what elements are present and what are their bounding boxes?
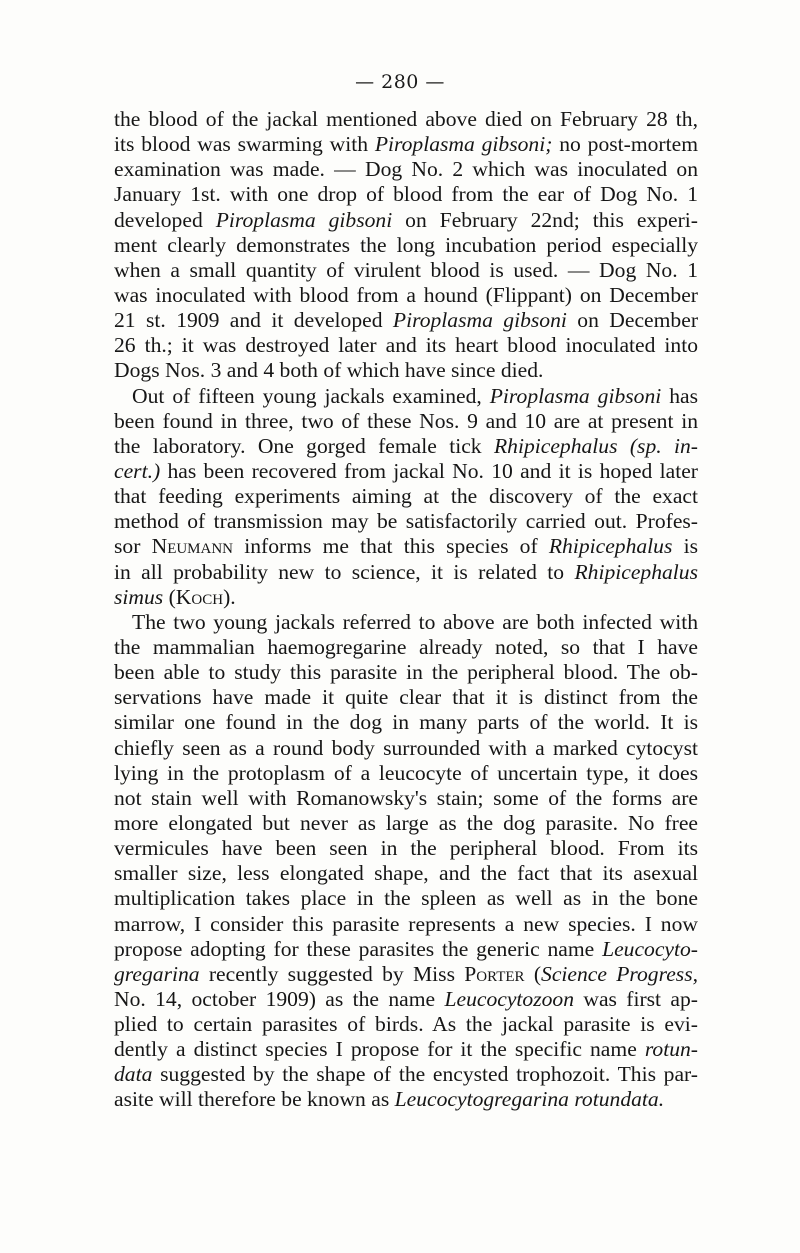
text-line: January 1st. with one drop of blood from the ear of Dog No. 1 xyxy=(114,182,698,207)
body-text xyxy=(114,107,698,1113)
text-line: multiplication takes place in the spleen as well as in the bone xyxy=(114,886,698,911)
text-line: 26 th.; it was destroyed later and its heart blood inoculated into xyxy=(114,333,698,358)
text-line: sor Neumann informs me that this species of Rhipicephalus is xyxy=(114,534,698,559)
text-line: dently a distinct species I propose for it the specific name rotun- xyxy=(114,1037,698,1062)
text-line: vermicules have been seen in the peripheral blood. From its xyxy=(114,836,698,861)
text-line: lying in the protoplasm of a leucocyte of uncertain type, it does xyxy=(114,760,698,785)
text-line: been able to study this parasite in the peripheral blood. The ob- xyxy=(114,660,698,685)
text-line: propose adopting for these parasites the generic name Leucocyto- xyxy=(114,936,698,961)
text-line: plied to certain parasites of birds. As the jackal parasite is evi- xyxy=(114,1012,698,1037)
text-line: servations have made it quite clear that it is distinct from the xyxy=(114,685,698,710)
text-line: not stain well with Romanowsky's stain; some of the forms are xyxy=(114,785,698,810)
text-line: been found in three, two of these Nos. 9 and 10 are at present in xyxy=(114,408,698,433)
text-line: in all probability new to science, it is related to Rhipicephalus xyxy=(114,559,698,584)
text-line: more elongated but never as large as the dog parasite. No free xyxy=(114,810,698,835)
text-line: gregarina recently suggested by Miss Porter (Science Progress, xyxy=(114,961,698,986)
text-line: marrow, I consider this parasite represents a new species. I now xyxy=(114,911,698,936)
text-line: the laboratory. One gorged female tick Rhipicephalus (sp. in- xyxy=(114,433,698,458)
text-line: ment clearly demonstrates the long incubation period especially xyxy=(114,232,698,257)
text-line: was inoculated with blood from a hound (Flippant) on December xyxy=(114,282,698,307)
text-line: No. 14, october 1909) as the name Leucocytozoon was first ap- xyxy=(114,986,698,1011)
text-line: similar one found in the dog in many parts of the world. It is xyxy=(114,710,698,735)
text-line: the blood of the jackal mentioned above died on February 28 th, xyxy=(114,107,698,131)
text-line: its blood was swarming with Piroplasma gibsoni; no post-mortem xyxy=(114,132,698,157)
text-line: that feeding experiments aiming at the discovery of the exact xyxy=(114,484,698,509)
text-line: asite will therefore be known as Leucocytogregarina rotundata. xyxy=(114,1087,665,1112)
text-line: the mammalian haemogregarine already noted, so that I have xyxy=(114,634,698,659)
page-number: — 280 — xyxy=(355,71,445,93)
text-line: when a small quantity of virulent blood is used. — Dog No. 1 xyxy=(114,257,698,282)
text-line: The two young jackals referred to above are both infected with xyxy=(132,609,698,634)
text-line: 21 st. 1909 and it developed Piroplasma gibsoni on December xyxy=(114,308,699,333)
text-line: cert.) has been recovered from jackal No. 10 and it is hoped later xyxy=(114,458,698,483)
text-line: Out of fifteen young jackals examined, Piroplasma gibsoni has xyxy=(132,383,699,408)
text-line: simus (Koch). xyxy=(114,584,236,609)
text-line: data suggested by the shape of the encysted trophozoit. This par- xyxy=(114,1062,698,1087)
text-line: Dogs Nos. 3 and 4 both of which have since died. xyxy=(114,358,544,383)
text-line: smaller size, less elongated shape, and the fact that its asexual xyxy=(114,861,698,886)
text-line: examination was made. — Dog No. 2 which was inoculated on xyxy=(114,157,698,182)
text-line: method of transmission may be satisfactorily carried out. Profes- xyxy=(114,509,698,534)
text-line: developed Piroplasma gibsoni on February 22nd; this experi- xyxy=(114,207,698,232)
text-line: chiefly seen as a round body surrounded with a marked cytocyst xyxy=(114,735,698,760)
